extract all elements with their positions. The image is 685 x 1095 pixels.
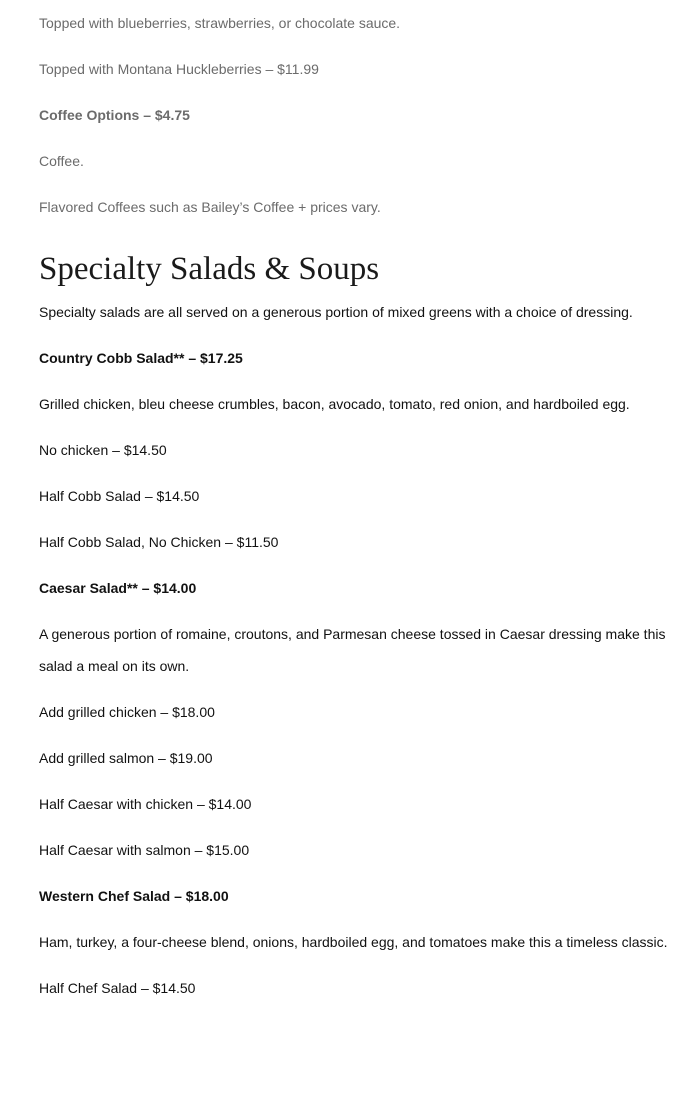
- chef-salad-description: Ham, turkey, a four-cheese blend, onions, hardboiled egg, and tomatoes make this a timeless classic.: [39, 934, 668, 950]
- coffee-text: Coffee.: [39, 153, 84, 169]
- caesar-option: Add grilled chicken – $18.00: [39, 704, 215, 720]
- coffee-options-heading: Coffee Options – $4.75: [39, 107, 190, 123]
- blueberry-topping-text: Topped with blueberries, strawberries, or chocolate sauce.: [39, 15, 401, 31]
- chef-salad-title: Western Chef Salad – $18.00: [39, 888, 229, 904]
- caesar-salad-description: A generous portion of romaine, croutons, and Parmesan cheese tossed in Caesar dressing make this salad a meal on its own.: [39, 626, 666, 674]
- chef-option: Half Chef Salad – $14.50: [39, 980, 196, 996]
- caesar-option: Half Caesar with salmon – $15.00: [39, 842, 250, 858]
- huckleberry-topping-text: Topped with Montana Huckleberries – $11.99: [39, 61, 319, 77]
- salads-intro: Specialty salads are all served on a generous portion of mixed greens with a choice of dressing.: [39, 304, 633, 320]
- flavored-coffee-text: Flavored Coffees such as Bailey’s Coffee + prices vary.: [39, 199, 381, 215]
- cobb-option: Half Cobb Salad – $14.50: [39, 488, 200, 504]
- section-heading: Specialty Salads & Soups: [39, 251, 380, 287]
- caesar-salad-title: Caesar Salad** – $14.00: [39, 580, 197, 596]
- cobb-option: Half Cobb Salad, No Chicken – $11.50: [39, 534, 279, 550]
- menu-content: [39, 0, 675, 1018]
- cobb-salad-title: Country Cobb Salad** – $17.25: [39, 350, 243, 366]
- cobb-option: No chicken – $14.50: [39, 442, 167, 458]
- cobb-salad-description: Grilled chicken, bleu cheese crumbles, bacon, avocado, tomato, red onion, and hardboiled egg.: [39, 396, 630, 412]
- caesar-option: Half Caesar with chicken – $14.00: [39, 796, 252, 812]
- caesar-option: Add grilled salmon – $19.00: [39, 750, 213, 766]
